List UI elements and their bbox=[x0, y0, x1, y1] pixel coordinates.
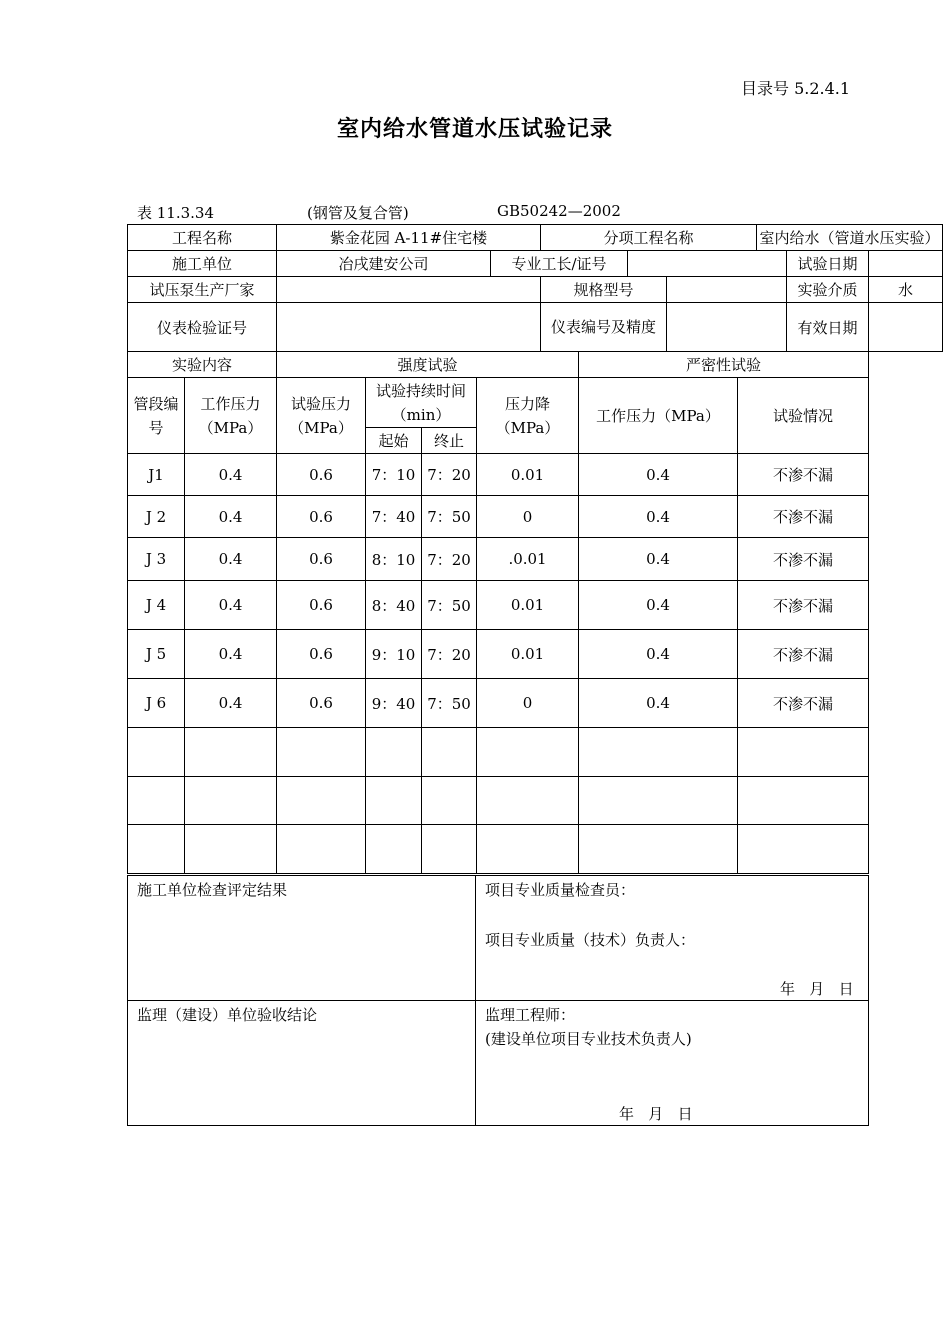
foreman-value bbox=[628, 251, 787, 277]
cell-end: 7：50 bbox=[422, 581, 477, 630]
supervision-label: 监理（建设）单位验收结论 bbox=[137, 1006, 318, 1024]
cell-start: 9：40 bbox=[366, 679, 422, 728]
meter-cert-value bbox=[277, 303, 541, 352]
col-work-pressure: 工作压力（MPa） bbox=[185, 378, 277, 454]
cell-tight-work-pressure: 0.4 bbox=[579, 538, 738, 581]
cell-pressure-drop: 0.01 bbox=[477, 454, 579, 496]
cell-test-pressure: 0.6 bbox=[277, 538, 366, 581]
project-name-value: 紫金花园 A-11#住宅楼 bbox=[277, 225, 541, 251]
cell-work-pressure: 0.4 bbox=[185, 581, 277, 630]
col-start: 起始 bbox=[366, 428, 422, 454]
date-label-1: 年 月 日 bbox=[780, 980, 854, 998]
cell-end: 7：20 bbox=[422, 630, 477, 679]
cell-end: 7：20 bbox=[422, 454, 477, 496]
cell-work-pressure: 0.4 bbox=[185, 454, 277, 496]
col-tight-work-pressure: 工作压力（MPa） bbox=[579, 378, 738, 454]
table-row bbox=[128, 496, 869, 538]
cell-segment: J 6 bbox=[128, 679, 185, 728]
cell-work-pressure: 0.4 bbox=[185, 630, 277, 679]
header-info-table bbox=[127, 224, 943, 352]
empty-row bbox=[128, 825, 869, 874]
cell-test-pressure: 0.6 bbox=[277, 581, 366, 630]
cell-result: 不渗不漏 bbox=[738, 581, 869, 630]
cell-result: 不渗不漏 bbox=[738, 454, 869, 496]
sub-project-label: 分项工程名称 bbox=[541, 225, 757, 251]
table-row bbox=[128, 538, 869, 581]
contractor-result-label: 施工单位检查评定结果 bbox=[137, 881, 288, 899]
cell-pressure-drop: 0 bbox=[477, 679, 579, 728]
col-test-pressure: 试验压力（MPa） bbox=[277, 378, 366, 454]
cell-test-pressure: 0.6 bbox=[277, 630, 366, 679]
cell-test-pressure: 0.6 bbox=[277, 679, 366, 728]
cell-tight-work-pressure: 0.4 bbox=[579, 454, 738, 496]
pump-maker-label: 试压泵生产厂家 bbox=[128, 277, 277, 303]
foreman-label: 专业工长/证号 bbox=[491, 251, 628, 277]
tightness-test-label: 严密性试验 bbox=[579, 352, 869, 378]
quality-tech-label: 项目专业质量（技术）负责人： bbox=[485, 931, 696, 949]
cell-start: 7：40 bbox=[366, 496, 422, 538]
cell-tight-work-pressure: 0.4 bbox=[579, 581, 738, 630]
test-data-table bbox=[127, 351, 869, 874]
cell-test-pressure: 0.6 bbox=[277, 454, 366, 496]
valid-date-value bbox=[869, 303, 943, 352]
model-value bbox=[667, 277, 787, 303]
cell-tight-work-pressure: 0.4 bbox=[579, 496, 738, 538]
cell-tight-work-pressure: 0.4 bbox=[579, 630, 738, 679]
cell-work-pressure: 0.4 bbox=[185, 679, 277, 728]
test-date-label: 试验日期 bbox=[787, 251, 869, 277]
table-row bbox=[128, 630, 869, 679]
table-row bbox=[128, 581, 869, 630]
cell-work-pressure: 0.4 bbox=[185, 496, 277, 538]
content-label: 实验内容 bbox=[128, 352, 277, 378]
meter-no-value bbox=[667, 303, 787, 352]
pipe-type: (钢管及复合管) bbox=[307, 204, 409, 222]
cell-result: 不渗不漏 bbox=[738, 496, 869, 538]
cell-start: 9：10 bbox=[366, 630, 422, 679]
signature-table bbox=[127, 875, 869, 1126]
cell-end: 7：20 bbox=[422, 538, 477, 581]
valid-date-label: 有效日期 bbox=[787, 303, 869, 352]
col-duration: 试验持续时间（min） bbox=[366, 378, 477, 428]
cell-pressure-drop: 0.01 bbox=[477, 581, 579, 630]
cell-segment: J 5 bbox=[128, 630, 185, 679]
table-number: 表 11.3.34 bbox=[137, 204, 215, 222]
empty-row bbox=[128, 728, 869, 777]
standard-code: GB50242—2002 bbox=[497, 202, 621, 220]
cell-end: 7：50 bbox=[422, 496, 477, 538]
supervisor-label: 监理工程师： bbox=[485, 1006, 576, 1024]
page-title: 室内给水管道水压试验记录 bbox=[336, 116, 613, 142]
project-name-label: 工程名称 bbox=[128, 225, 277, 251]
col-segment: 管段编号 bbox=[128, 378, 185, 454]
col-end: 终止 bbox=[422, 428, 477, 454]
cell-result: 不渗不漏 bbox=[738, 630, 869, 679]
medium-label: 实验介质 bbox=[787, 277, 869, 303]
cell-segment: J 3 bbox=[128, 538, 185, 581]
catalog-number: 目录号 5.2.4.1 bbox=[741, 79, 851, 98]
quality-inspector-label: 项目专业质量检查员： bbox=[485, 881, 636, 899]
contractor-label: 施工单位 bbox=[128, 251, 277, 277]
cell-start: 8：40 bbox=[366, 581, 422, 630]
col-pressure-drop: 压力降（MPa） bbox=[477, 378, 579, 454]
cell-end: 7：50 bbox=[422, 679, 477, 728]
test-date-value bbox=[869, 251, 943, 277]
cell-start: 7：10 bbox=[366, 454, 422, 496]
meter-no-label: 仪表编号及精度 bbox=[541, 303, 667, 352]
cell-pressure-drop: .0.01 bbox=[477, 538, 579, 581]
cell-segment: J 4 bbox=[128, 581, 185, 630]
col-result: 试验情况 bbox=[738, 378, 869, 454]
owner-label: (建设单位项目专业技术负责人) bbox=[485, 1030, 692, 1048]
cell-result: 不渗不漏 bbox=[738, 679, 869, 728]
cell-segment: J 2 bbox=[128, 496, 185, 538]
cell-start: 8：10 bbox=[366, 538, 422, 581]
strength-test-label: 强度试验 bbox=[277, 352, 579, 378]
pump-maker-value bbox=[277, 277, 541, 303]
cell-segment: J1 bbox=[128, 454, 185, 496]
table-row bbox=[128, 679, 869, 728]
empty-row bbox=[128, 777, 869, 825]
cell-work-pressure: 0.4 bbox=[185, 538, 277, 581]
cell-pressure-drop: 0 bbox=[477, 496, 579, 538]
cell-test-pressure: 0.6 bbox=[277, 496, 366, 538]
model-label: 规格型号 bbox=[541, 277, 667, 303]
cell-pressure-drop: 0.01 bbox=[477, 630, 579, 679]
sub-project-value: 室内给水（管道水压实验） bbox=[757, 225, 943, 251]
medium-value: 水 bbox=[869, 277, 943, 303]
contractor-value: 冶戌建安公司 bbox=[277, 251, 491, 277]
cell-result: 不渗不漏 bbox=[738, 538, 869, 581]
meter-cert-label: 仪表检验证号 bbox=[128, 303, 277, 352]
cell-tight-work-pressure: 0.4 bbox=[579, 679, 738, 728]
table-row bbox=[128, 454, 869, 496]
date-label-2: 年 月 日 bbox=[619, 1105, 693, 1123]
